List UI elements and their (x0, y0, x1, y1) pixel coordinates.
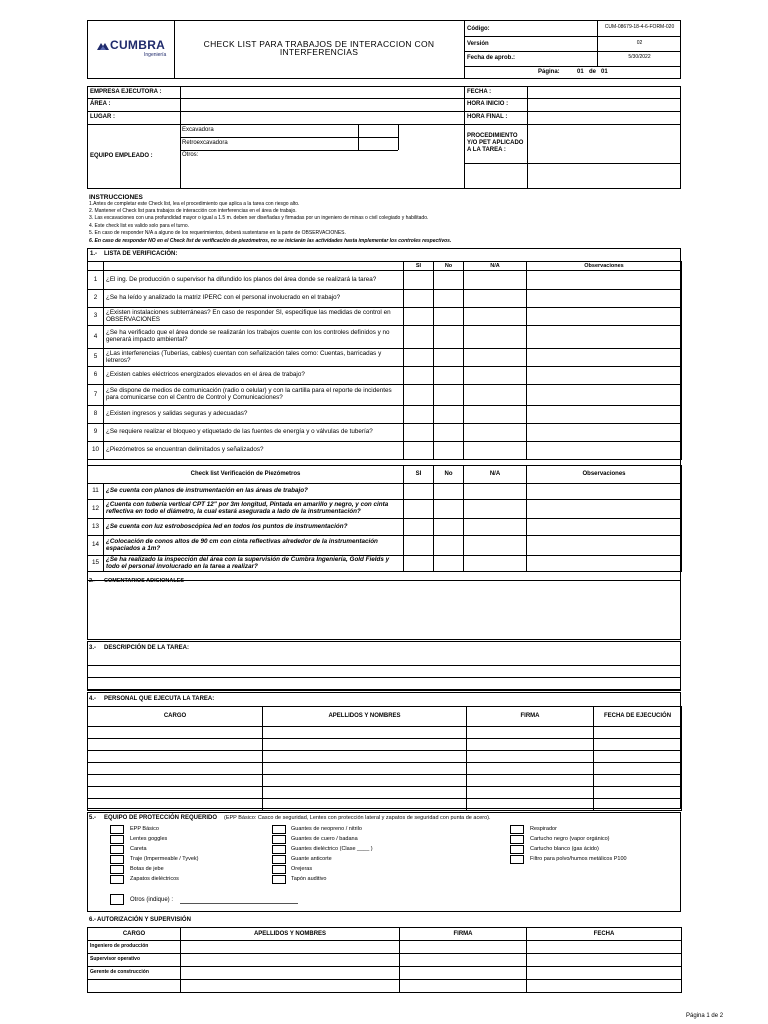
item-question: ¿Se dispone de medios de comunicación (radio o celular) y con la cartilla para el reporte de incidentes para comunicarse con el Centro de Control y Comunicaciones? (104, 385, 404, 406)
answer-na-cell[interactable] (464, 308, 527, 326)
table-row (88, 556, 682, 572)
fecha-aprob-label: Fecha de aprob.: (467, 55, 516, 61)
item-question: ¿Colocación de conos altos de 90 cm con cinta reflectivas alrededor de la instrumentación espaciados a 1m? (104, 536, 404, 556)
answer-no-cell[interactable] (434, 519, 464, 536)
codigo-label: Código: (467, 26, 490, 32)
item-number: 9 (88, 424, 104, 442)
epp-otros-label: Otros (indique) : (130, 897, 174, 903)
item-number: 12 (88, 500, 104, 519)
answer-si-cell[interactable] (404, 442, 434, 460)
personal-cargo-cell[interactable] (88, 787, 263, 799)
answer-na-cell[interactable] (464, 406, 527, 424)
epp-checkbox[interactable] (510, 825, 524, 834)
epp-item-label: Tapón auditivo (291, 876, 327, 882)
answer-na-cell[interactable] (464, 271, 527, 290)
table-row (88, 367, 682, 385)
answer-no-cell[interactable] (434, 367, 464, 385)
answer-obs-cell[interactable] (527, 385, 682, 406)
autorizacion-table (87, 927, 682, 993)
personal-apellidos-cell[interactable] (263, 751, 467, 763)
personal-col-fecha: FECHA DE EJECUCIÓN (594, 707, 682, 727)
epp-item-label: Traje (Impermeable / Tyvek) (130, 856, 199, 862)
aut-fecha-cell[interactable] (527, 954, 682, 967)
col-obs: Observaciones (527, 262, 682, 271)
aut-apellidos-cell[interactable] (181, 980, 400, 993)
personal-fecha-cell[interactable] (594, 739, 682, 751)
table-row (88, 787, 682, 799)
hora-inicio-label: HORA INICIO : (467, 101, 509, 107)
answer-si-cell[interactable] (404, 367, 434, 385)
item-question: ¿Se cuenta con planos de instrumentación en las áreas de trabajo? (104, 484, 404, 500)
equipo-opt-otros: Otros: (182, 152, 199, 158)
instruccion-5: 5. En caso de responder N/A a alguno de los requerimientos, deberá sustentarse en la parte de OBSERVACIONES. (89, 230, 346, 236)
personal-firma-cell[interactable] (467, 727, 594, 739)
answer-na-cell[interactable] (464, 536, 527, 556)
aut-col-cargo: CARGO (88, 928, 181, 941)
section-5-subtitle: (EPP Básico: Casco de seguridad, Lentes con protección lateral y zapatos de seguridad con punta de acero). (224, 815, 491, 821)
item-question: ¿Se requiere realizar el bloqueo y etiquetado de las fuentes de energía y o válvulas de tubería? (104, 424, 404, 442)
procedimiento-label-3: A LA TAREA : (467, 147, 506, 153)
answer-na-cell[interactable] (464, 424, 527, 442)
procedimiento-label-2: Y/O PET APLICADO (467, 140, 524, 146)
personal-header-row (88, 707, 682, 727)
page-title-line2: INTERFERENCIAS (279, 47, 359, 57)
table-row (88, 775, 682, 787)
section-1-number: 1.- (90, 251, 98, 257)
answer-obs-cell[interactable] (527, 367, 682, 385)
table-row (88, 271, 682, 290)
instrucciones-title: INSTRUCCIONES (89, 194, 143, 201)
item-number: 10 (88, 442, 104, 460)
item-number: 13 (88, 519, 104, 536)
pagina-value: 01 (577, 69, 584, 75)
item-question: ¿El ing. De producción o supervisor ha difundido los planos del área donde se realizará la tarea? (104, 271, 404, 290)
answer-obs-cell[interactable] (527, 519, 682, 536)
table-row (88, 727, 682, 739)
epp-checkbox[interactable] (272, 825, 286, 834)
section-4-number: 4.- (89, 696, 97, 702)
answer-na-cell[interactable] (464, 367, 527, 385)
section-3-number: 3.- (89, 645, 97, 651)
item-number: 15 (88, 556, 104, 572)
col-si: SI (404, 262, 434, 271)
aut-fecha-cell[interactable] (527, 980, 682, 993)
item-question: ¿Existen ingresos y salidas seguras y adecuadas? (104, 406, 404, 424)
lugar-label: LUGAR : (90, 114, 115, 120)
item-number: 6 (88, 367, 104, 385)
section-6-title: AUTORIZACIÓN Y SUPERVISIÓN (97, 917, 191, 923)
verificacion-table (87, 261, 682, 460)
pagina-de: de (589, 69, 597, 75)
answer-obs-cell[interactable] (527, 271, 682, 290)
answer-no-cell[interactable] (434, 424, 464, 442)
autorizacion-header-row (88, 928, 682, 941)
epp-otros-checkbox[interactable] (110, 894, 124, 905)
answer-obs-cell[interactable] (527, 308, 682, 326)
table-row (88, 751, 682, 763)
answer-obs-cell[interactable] (527, 349, 682, 367)
answer-si-cell[interactable] (404, 556, 434, 572)
pie-col-si: SI (404, 466, 434, 484)
answer-si-cell[interactable] (404, 385, 434, 406)
epp-otros-line[interactable] (180, 903, 298, 904)
personal-apellidos-cell[interactable] (263, 739, 467, 751)
epp-checkbox[interactable] (510, 835, 524, 844)
answer-no-cell[interactable] (434, 385, 464, 406)
item-question: ¿Existen instalaciones subterráneas? En caso de responder SI, especifique las medidas de control en OBSERVACIONES (104, 308, 404, 326)
epp-item-label: Filtro para polvo/humos metálicos P100 (530, 856, 627, 862)
table-row (88, 536, 682, 556)
piezometros-header-row (88, 466, 682, 484)
section-4-title: PERSONAL QUE EJECUTA LA TAREA: (104, 696, 215, 702)
item-question: ¿Se ha verificado que el área donde se realizarán los trabajos cuente con los controles definidos y no generará impacto ambiental? (104, 326, 404, 349)
logo-subtitle: Ingeniería (144, 52, 167, 58)
section-2-title: COMENTARIOS ADICIONALES (104, 578, 185, 584)
epp-item-label: Zapatos dieléctricos (130, 876, 179, 882)
item-number: 5 (88, 349, 104, 367)
col-no: No (434, 262, 464, 271)
answer-na-cell[interactable] (464, 349, 527, 367)
answer-no-cell[interactable] (434, 556, 464, 572)
epp-checkbox[interactable] (510, 845, 524, 854)
pagina-label: Página: (538, 69, 560, 75)
answer-si-cell[interactable] (404, 271, 434, 290)
aut-fecha-cell[interactable] (527, 941, 682, 954)
item-number: 7 (88, 385, 104, 406)
table-row (88, 799, 682, 811)
answer-na-cell[interactable] (464, 442, 527, 460)
item-number: 3 (88, 308, 104, 326)
answer-na-cell[interactable] (464, 556, 527, 572)
answer-na-cell[interactable] (464, 385, 527, 406)
table-row (88, 954, 682, 967)
footer-page-number: Página 1 de 2 (686, 1013, 724, 1019)
answer-si-cell[interactable] (404, 349, 434, 367)
piezometros-title: Check list Verificación de Piezómetros (88, 466, 404, 484)
personal-fecha-cell[interactable] (594, 787, 682, 799)
item-number: 14 (88, 536, 104, 556)
epp-item-label: Careta (130, 846, 147, 852)
area-label: ÁREA : (90, 101, 111, 107)
epp-item-label: Botas de jebe (130, 866, 164, 872)
section-5-number: 5.- (89, 815, 97, 821)
answer-si-cell[interactable] (404, 424, 434, 442)
epp-item-label: Guantes dieléctrico (Clase ____ ) (291, 846, 373, 852)
personal-cargo-cell[interactable] (88, 751, 263, 763)
table-row (88, 308, 682, 326)
epp-checkbox[interactable] (272, 845, 286, 854)
answer-si-cell[interactable] (404, 484, 434, 500)
epp-checkbox[interactable] (110, 845, 124, 854)
answer-obs-cell[interactable] (527, 536, 682, 556)
personal-firma-cell[interactable] (467, 787, 594, 799)
pie-col-na: N/A (464, 466, 527, 484)
aut-cargo-cell: Gerente de construcción (88, 967, 181, 980)
item-number: 4 (88, 326, 104, 349)
aut-cargo-cell[interactable] (88, 980, 181, 993)
instruccion-1: 1.Antes de completar este Check list, lea el procedimiento que aplica a la tarea con riesgo alto. (89, 201, 300, 207)
aut-cargo-cell: Ingeniero de producción (88, 941, 181, 954)
version-value: 02 (636, 40, 643, 46)
aut-apellidos-cell[interactable] (181, 967, 400, 980)
comentarios-box[interactable] (87, 578, 681, 640)
fecha-aprob-value: 5/30/2022 (628, 54, 651, 60)
answer-no-cell[interactable] (434, 349, 464, 367)
epp-checkbox[interactable] (272, 865, 286, 874)
fecha-label: FECHA : (467, 89, 492, 95)
section-2-number: 2.- (89, 578, 96, 584)
table-row (88, 442, 682, 460)
personal-apellidos-cell[interactable] (263, 787, 467, 799)
personal-cargo-cell[interactable] (88, 775, 263, 787)
pie-col-obs: Observaciones (527, 466, 682, 484)
answer-obs-cell[interactable] (527, 442, 682, 460)
answer-obs-cell[interactable] (527, 424, 682, 442)
answer-obs-cell[interactable] (527, 500, 682, 519)
answer-na-cell[interactable] (464, 500, 527, 519)
epp-checkbox[interactable] (110, 875, 124, 884)
epp-item-label: Guantes de neopreno / nitrilo (291, 826, 362, 832)
table-row (88, 326, 682, 349)
table-row (88, 500, 682, 519)
col-na: N/A (464, 262, 527, 271)
table-row (88, 349, 682, 367)
personal-firma-cell[interactable] (467, 763, 594, 775)
personal-fecha-cell[interactable] (594, 727, 682, 739)
answer-no-cell[interactable] (434, 442, 464, 460)
answer-si-cell[interactable] (404, 326, 434, 349)
item-number: 2 (88, 290, 104, 308)
personal-fecha-cell[interactable] (594, 751, 682, 763)
epp-checkbox[interactable] (110, 835, 124, 844)
item-number: 1 (88, 271, 104, 290)
instruccion-6: 6. En caso de responder NO en el Check list de verificación de piezómetros, no se iniciarán las actividades hasta implementar los controles respectivos. (89, 238, 452, 244)
aut-firma-cell[interactable] (400, 967, 527, 980)
section-6-number: 6.- (89, 917, 97, 923)
epp-item-label: EPP Básico (130, 826, 159, 832)
table-row (88, 385, 682, 406)
answer-no-cell[interactable] (434, 500, 464, 519)
section-5-title: EQUIPO DE PROTECCIÓN REQUERIDO (104, 815, 218, 821)
personal-firma-cell[interactable] (467, 775, 594, 787)
aut-fecha-cell[interactable] (527, 967, 682, 980)
personal-firma-cell[interactable] (467, 799, 594, 811)
personal-col-cargo: CARGO (88, 707, 263, 727)
item-question: ¿Se ha leído y analizado la matriz IPERC con el personal involucrado en el trabajo? (104, 290, 404, 308)
answer-no-cell[interactable] (434, 484, 464, 500)
personal-apellidos-cell[interactable] (263, 799, 467, 811)
page-title-line1: CHECK LIST PARA TRABAJOS DE INTERACCION CON (203, 39, 435, 49)
equipo-opt-retro: Retroexcavadora (182, 140, 228, 146)
instruccion-3: 3. Las excavaciones con una profundidad mayor o igual a 1.5 m. deben ser diseñadas y firmadas por un ingeniero de minas o civil colegiado y habilitado. (89, 215, 429, 221)
section-3-title: DESCRIPCIÓN DE LA TAREA: (104, 645, 190, 651)
item-number: 11 (88, 484, 104, 500)
answer-no-cell[interactable] (434, 406, 464, 424)
aut-apellidos-cell[interactable] (181, 954, 400, 967)
cumbra-logo (96, 38, 168, 62)
personal-cargo-cell[interactable] (88, 739, 263, 751)
equipo-label: EQUIPO EMPLEADO : (90, 153, 153, 159)
answer-no-cell[interactable] (434, 290, 464, 308)
answer-obs-cell[interactable] (527, 556, 682, 572)
table-row (88, 519, 682, 536)
answer-si-cell[interactable] (404, 519, 434, 536)
epp-item-label: Cartucho blanco (gas ácido) (530, 846, 599, 852)
aut-cargo-cell: Supervisor operativo (88, 954, 181, 967)
verificacion-header-row (88, 262, 682, 271)
epp-item-label: Cartucho negro (vapor orgánico) (530, 836, 610, 842)
version-label: Versión (467, 41, 489, 47)
answer-na-cell[interactable] (464, 519, 527, 536)
epp-checkbox[interactable] (272, 835, 286, 844)
instruccion-2: 2. Mantener el Check list para trabajos de interacción con interferencias en el área de trabajo. (89, 208, 297, 214)
answer-obs-cell[interactable] (527, 406, 682, 424)
answer-no-cell[interactable] (434, 271, 464, 290)
personal-table (87, 706, 682, 811)
answer-na-cell[interactable] (464, 290, 527, 308)
answer-si-cell[interactable] (404, 290, 434, 308)
codigo-value: CUM-08679-18-4-6-FORM-020 (604, 24, 675, 30)
item-question: ¿Existen cables eléctricos energizados elevados en el área de trabajo? (104, 367, 404, 385)
answer-si-cell[interactable] (404, 308, 434, 326)
epp-checkbox[interactable] (110, 865, 124, 874)
pagina-total: 01 (601, 69, 608, 75)
answer-no-cell[interactable] (434, 326, 464, 349)
personal-cargo-cell[interactable] (88, 727, 263, 739)
aut-firma-cell[interactable] (400, 941, 527, 954)
logo-name: CUMBRA (110, 38, 166, 52)
personal-cargo-cell[interactable] (88, 799, 263, 811)
aut-firma-cell[interactable] (400, 954, 527, 967)
item-question: ¿Cuenta con tubería vertical CPT 12" por 3m longitud, Pintada en amarillo y negro, y con cinta reflectiva en todo el diámetro, la cual estará asegurada a lado de la instrumentación? (104, 500, 404, 519)
equipo-opt-excavadora: Excavadora (182, 127, 214, 133)
item-question: ¿Piezómetros se encuentran delimitados y señalizados? (104, 442, 404, 460)
item-number: 8 (88, 406, 104, 424)
answer-si-cell[interactable] (404, 536, 434, 556)
table-row (88, 941, 682, 954)
table-row (88, 739, 682, 751)
epp-checkbox[interactable] (110, 855, 124, 864)
table-row (88, 424, 682, 442)
logo-mark-icon (96, 40, 110, 52)
table-row (88, 484, 682, 500)
personal-fecha-cell[interactable] (594, 799, 682, 811)
table-row (88, 763, 682, 775)
personal-apellidos-cell[interactable] (263, 775, 467, 787)
aut-firma-cell[interactable] (400, 980, 527, 993)
pie-col-no: No (434, 466, 464, 484)
answer-no-cell[interactable] (434, 308, 464, 326)
item-question: ¿Se cuenta con luz estroboscópica led en todos los puntos de instrumentación? (104, 519, 404, 536)
personal-cargo-cell[interactable] (88, 763, 263, 775)
table-row (88, 967, 682, 980)
epp-checkbox[interactable] (272, 875, 286, 884)
personal-fecha-cell[interactable] (594, 763, 682, 775)
aut-col-apellidos: APELLIDOS Y NOMBRES (181, 928, 400, 941)
epp-item-label: Guantes de cuero / badana (291, 836, 358, 842)
answer-na-cell[interactable] (464, 326, 527, 349)
epp-checkbox[interactable] (510, 855, 524, 864)
personal-apellidos-cell[interactable] (263, 763, 467, 775)
procedimiento-label-1: PROCEDIMIENTO (467, 133, 518, 139)
personal-firma-cell[interactable] (467, 739, 594, 751)
piezometros-table (87, 465, 682, 572)
answer-obs-cell[interactable] (527, 484, 682, 500)
answer-na-cell[interactable] (464, 484, 527, 500)
aut-apellidos-cell[interactable] (181, 941, 400, 954)
item-question: ¿Las interferencias (Tuberías, cables) cuentan con señalización tales como: Cuentas, barricadas y letreros? (104, 349, 404, 367)
epp-item-label: Lentes goggles (130, 836, 168, 842)
answer-no-cell[interactable] (434, 536, 464, 556)
table-row (88, 406, 682, 424)
answer-si-cell[interactable] (404, 500, 434, 519)
item-question: ¿Se ha realizado la inspección del área con la supervisión de Cumbra Ingeniería, Gold Fields y todo el personal involucrado en la tarea a realizar? (104, 556, 404, 572)
table-row (88, 290, 682, 308)
epp-item-label: Orejeras (291, 866, 313, 872)
table-row (88, 980, 682, 993)
personal-col-apellidos: APELLIDOS Y NOMBRES (263, 707, 467, 727)
answer-obs-cell[interactable] (527, 326, 682, 349)
answer-obs-cell[interactable] (527, 290, 682, 308)
personal-col-firma: FIRMA (467, 707, 594, 727)
epp-item-label: Guante anticorte (291, 856, 332, 862)
aut-col-fecha: FECHA (527, 928, 682, 941)
epp-item-label: Respirador (530, 826, 557, 832)
hora-final-label: HORA FINAL : (467, 114, 508, 120)
epp-checkbox[interactable] (272, 855, 286, 864)
section-1-title: LISTA DE VERIFICACIÓN: (104, 251, 178, 257)
personal-apellidos-cell[interactable] (263, 727, 467, 739)
aut-col-firma: FIRMA (400, 928, 527, 941)
empresa-label: EMPRESA EJECUTORA : (90, 89, 162, 95)
epp-checkbox[interactable] (110, 825, 124, 834)
personal-fecha-cell[interactable] (594, 775, 682, 787)
instruccion-4: 4. Este check list es valido solo para el turno. (89, 223, 190, 229)
personal-firma-cell[interactable] (467, 751, 594, 763)
answer-si-cell[interactable] (404, 406, 434, 424)
